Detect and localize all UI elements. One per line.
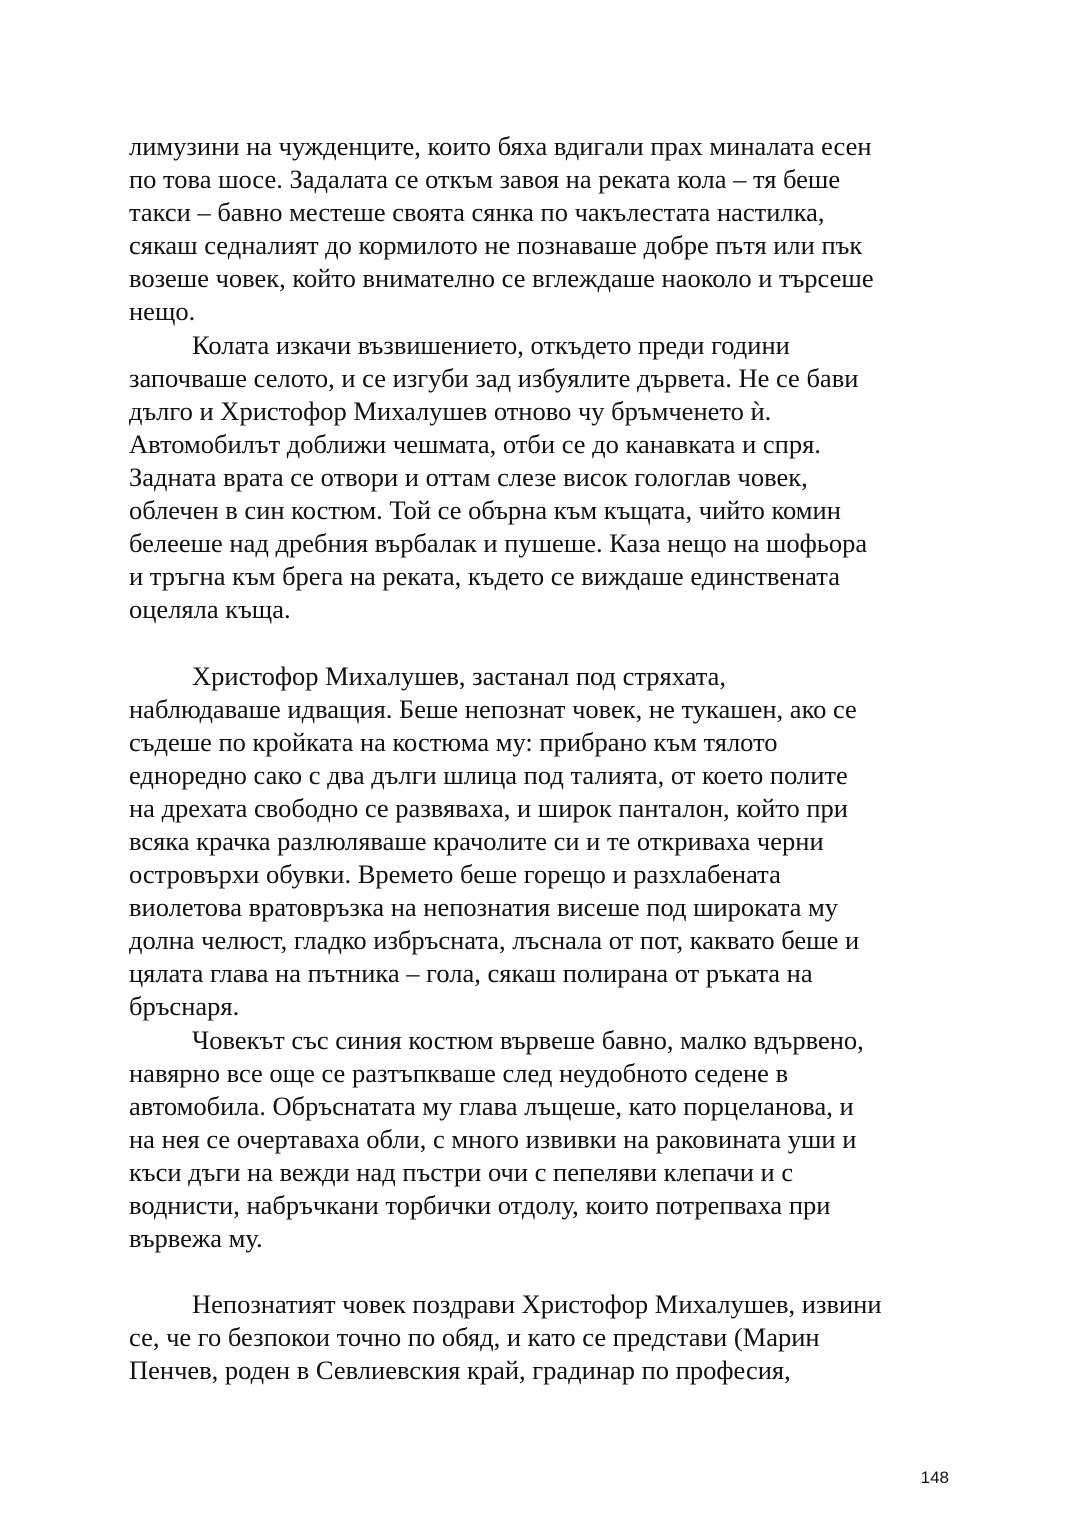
- text-line: возеше човек, който внимателно се вглеждаше наоколо и търсеше: [129, 263, 874, 294]
- paragraph-gap: [129, 1255, 959, 1288]
- text-line: автомобила. Обръснатата му глава лъщеше, като порцеланова, и: [129, 1090, 854, 1121]
- text-line: започваше селото, и се изгуби зад избуялите дървета. Не се бави: [129, 362, 859, 393]
- page-number: 148: [920, 1468, 949, 1487]
- text-line: Автомобилът доближи чешмата, отби се до канавката и спря.: [129, 428, 821, 459]
- text-line: се, че го безпокои точно по обяд, и като се представи (Марин: [129, 1322, 820, 1353]
- text-line: Задната врата се отвори и оттам слезе висок гологлав човек,: [129, 461, 808, 492]
- text-line: дълго и Христофор Михалушев отново чу бръмченето ѝ.: [129, 395, 772, 426]
- text-line: наблюдаваше идващия. Беше непознат човек, не тукашен, ако се: [129, 693, 857, 724]
- text-line: на нея се очертаваха обли, с много извивки на раковината уши и: [129, 1123, 857, 1154]
- text-line: съдеше по кройката на костюма му: прибрано към тялото: [129, 726, 778, 757]
- text-line: лимузини на чужденците, които бяха вдигали прах миналата есен: [129, 131, 872, 161]
- text-line: виолетова вратовръзка на непознатия висеше под широката му: [129, 892, 839, 923]
- body-text: [129, 130, 959, 1388]
- text-line: бръснаря.: [129, 991, 240, 1022]
- text-line: Пенчев, роден в Севлиевския край, градинар по професия,: [129, 1355, 791, 1386]
- text-line: всяка крачка разлюляваше крачолите си и те откриваха черни: [129, 825, 824, 856]
- text-line: облечен в син костюм. Той се обърна към къщата, чийто комин: [129, 495, 841, 526]
- text-line: вървежа му.: [129, 1223, 263, 1254]
- text-line: къси дъги на вежди над пъстри очи с пепеляви клепачи и с: [129, 1156, 794, 1187]
- text-line: и тръгна към брега на реката, където се виждаше единствената: [129, 561, 840, 592]
- paragraph-gap: [129, 626, 959, 659]
- paragraph-start-line: Човекът със синия костюм вървеше бавно, малко вдървено,: [192, 1024, 864, 1055]
- text-line: цялата глава на пътника – гола, сякаш полирана от ръката на: [129, 958, 813, 989]
- text-line: едноредно сако с два дълги шлица под талията, от което полите: [129, 759, 848, 790]
- text-line: навярно все още се разтъпкваше след неудобното седене в: [129, 1057, 789, 1088]
- text-line: такси – бавно местеше своята сянка по чакълестата настилка,: [129, 197, 825, 228]
- text-line: островърхи обувки. Времето беше горещо и разхлабената: [129, 859, 781, 890]
- text-line: нещо.: [129, 296, 196, 327]
- paragraph-start-line: Христофор Михалушев, застанал под стряхата,: [192, 660, 726, 691]
- text-line: оцеляла къща.: [129, 594, 291, 625]
- text-line: воднисти, набръчкани торбички отдолу, които потрепваха при: [129, 1190, 831, 1220]
- text-line: белееше над дребния върбалак и пушеше. Каза нещо на шофьора: [129, 528, 868, 559]
- text-line: сякаш седналият до кормилото не познаваше добре пътя или пък: [129, 230, 863, 261]
- text-line: долна челюст, гладко избръсната, лъснала от пот, каквато беше и: [129, 925, 860, 956]
- paragraph-start-line: Колата изкачи възвишението, откъдето преди години: [192, 329, 790, 360]
- text-line: на дрехата свободно се развяваха, и широк панталон, който при: [129, 792, 848, 823]
- text-line: по това шосе. Задалата се откъм завоя на реката кола – тя беше: [129, 164, 841, 195]
- paragraph-start-line: Непознатият човек поздрави Христофор Михалушев, извини: [192, 1289, 882, 1320]
